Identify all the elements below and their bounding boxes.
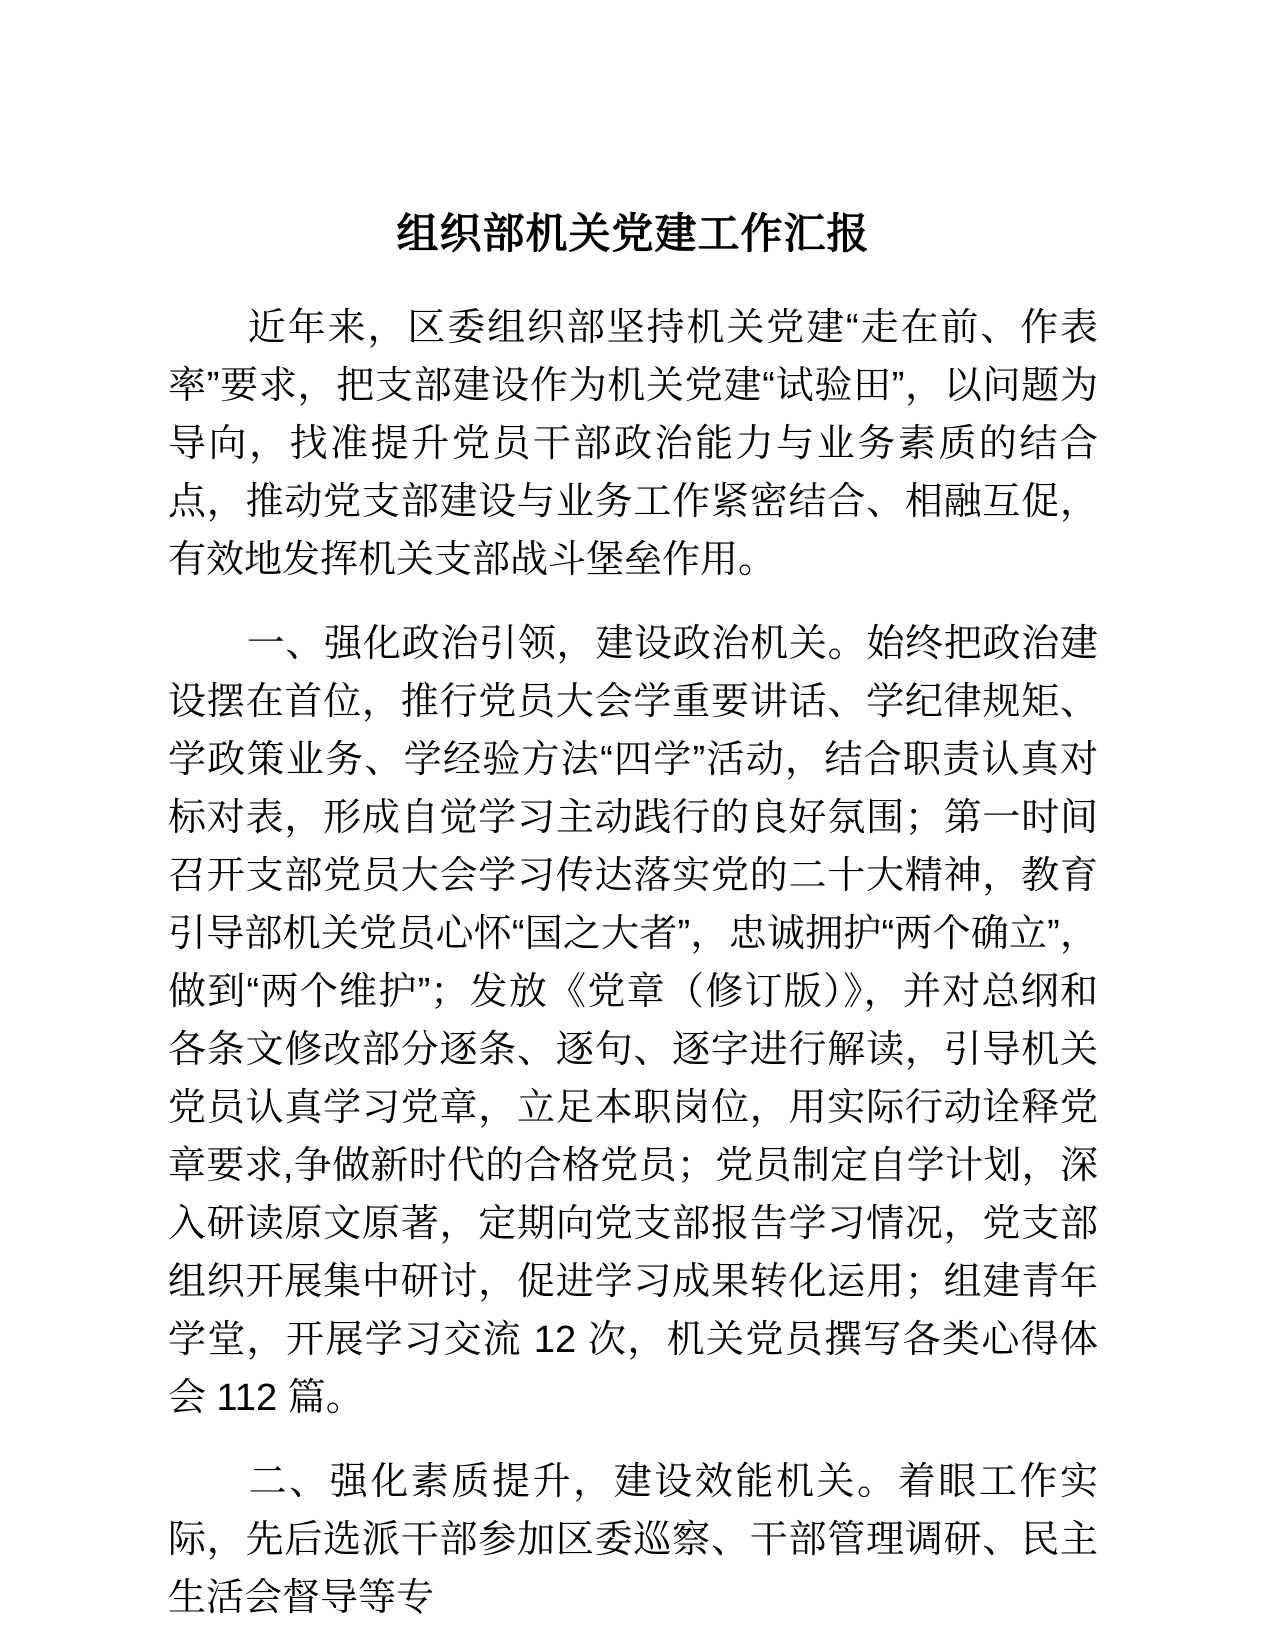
paragraph-section-two: [168, 1453, 1098, 1627]
page-title: 组织部机关党建工作汇报: [396, 210, 870, 257]
paragraph-text: 近年来，区委组织部坚持机关党建“走在前、作表率”要求，把支部建设作为机关党建“试验田”，以问题为导向，找准提升党员干部政治能力与业务素质的结合点，推动党支部建设与业务工作紧密结合、相融互促，有效地发挥机关支部战斗堡垒作用。: [168, 306, 1098, 581]
paragraph-text: 一、强化政治引领，建设政治机关。始终把政治建设摆在首位，推行党员大会学重要讲话、学纪律规矩、学政策业务、学经验方法“四学”活动，结合职责认真对标对表，形成自觉学习主动践行的良好氛围；第一时间召开支部党员大会学习传达落实党的二十大精神，教育引导部机关党员心怀“国之大者”，忠诚拥护“两个确立”，做到“两个维护”；发放《党章（修订版）》，并对总纲和各条文修改部分逐条、逐句、逐字进行解读，引导机关党员认真学习党章，立足本职岗位，用实际行动诠释党章要求,争做新时代的合格党员；党员制定自学计划，深入研读原文原著，定期向党支部报告学习情况，党支部组织开展集中研讨，促进学习成果转化运用；组建青年学堂，开展学习交流 12 次，机关党员撰写各类心得体会 112 篇。: [168, 622, 1098, 1419]
paragraph-intro: [168, 299, 1098, 589]
document-body: [168, 0, 1098, 1627]
paragraph-text: 二、强化素质提升，建设效能机关。着眼工作实际，先后选派干部参加区委巡察、干部管理调研、民主生活会督导等专: [168, 1460, 1098, 1619]
paragraph-section-one: [168, 615, 1098, 1427]
